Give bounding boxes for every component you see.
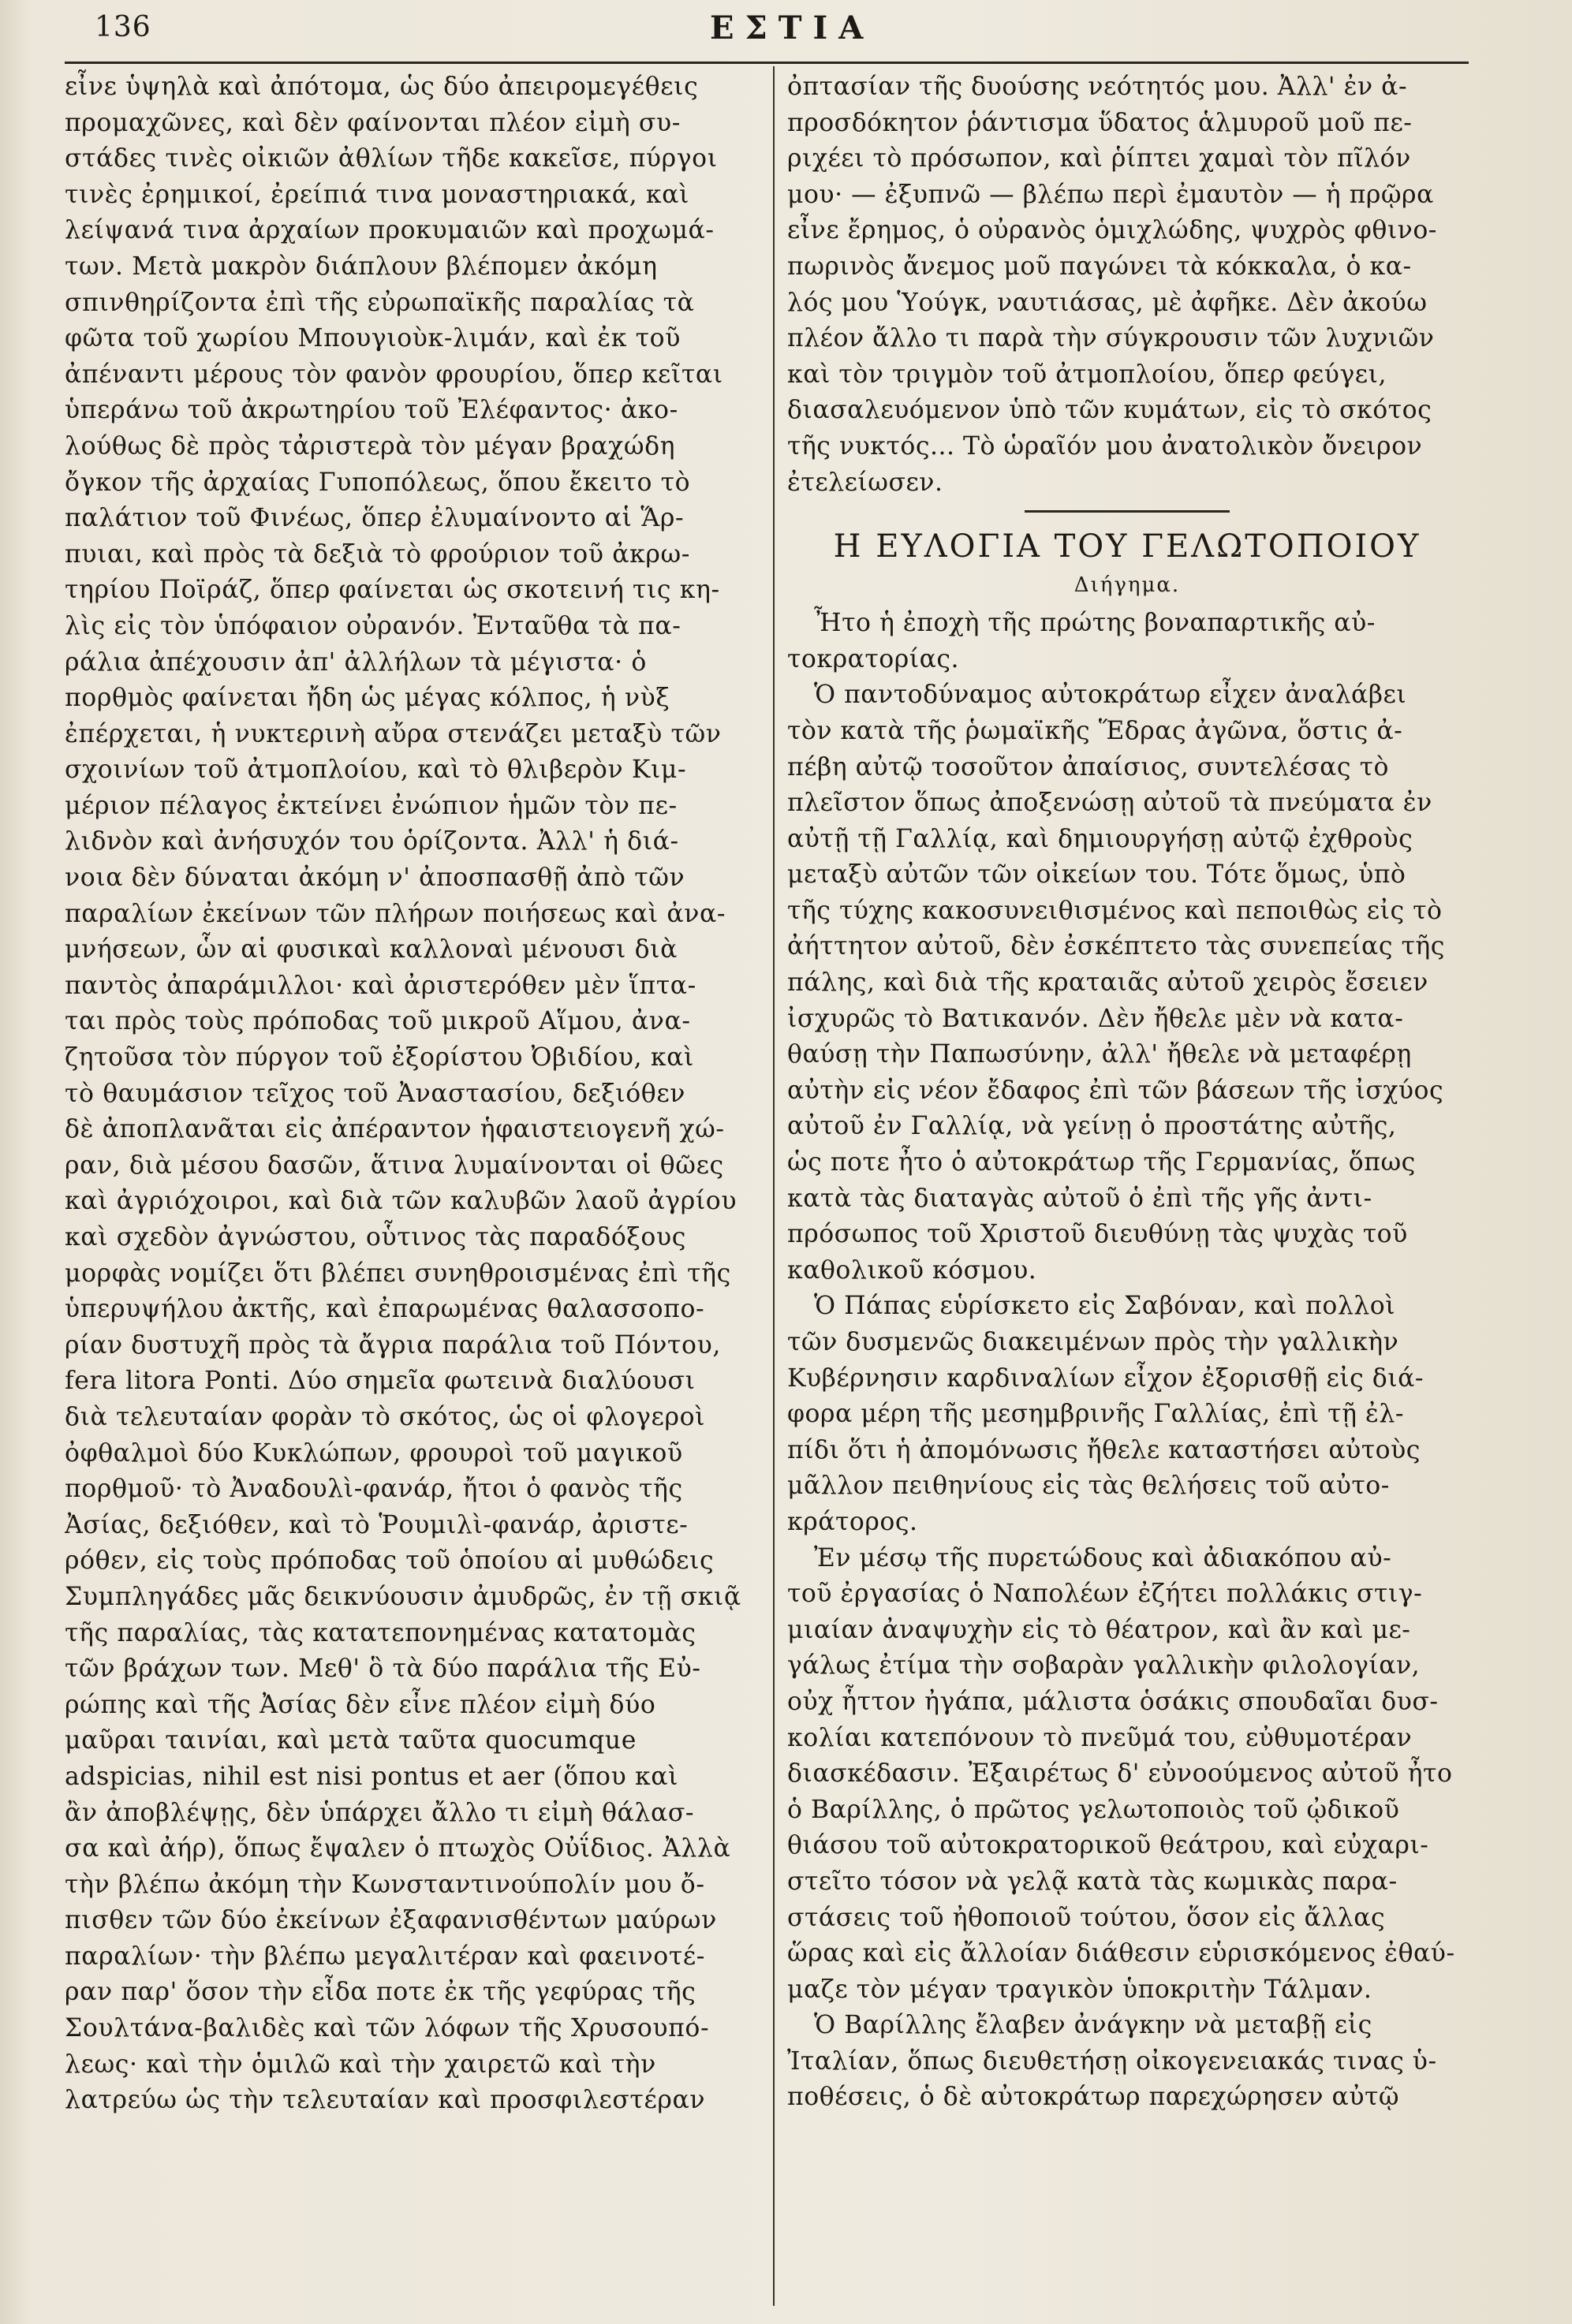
text-line: κατὰ τὰς διαταγὰς αὐτοῦ ὁ ἐπὶ τῆς γῆς ἀντι- xyxy=(787,1184,1372,1213)
story-title: Η ΕΥΛΟΓΙΑ ΤΟΥ ΓΕΛΩΤΟΠΟΙΟΥ xyxy=(833,528,1421,565)
text-line: οὐχ ἧττον ἠγάπα, μάλιστα ὁσάκις σπουδαῖαι δυσ- xyxy=(787,1687,1439,1716)
text-line: κολίαι κατεπόνουν τὸ πνεῦμά του, εὐθυμοτέραν xyxy=(787,1723,1413,1752)
text-line: ὑπεράνω τοῦ ἀκρωτηρίου τοῦ Ἐλέφαντος· ἀκο- xyxy=(65,396,678,425)
text-line: τὸ θαυμάσιον τεῖχος τοῦ Ἀναστασίου, δεξιόθεν xyxy=(65,1079,686,1108)
text-line: πορθμοῦ· τὸ Ἀναδουλὶ-φανάρ, ἤτοι ὁ φανὸς τῆς xyxy=(65,1475,683,1504)
text-line: λατρεύω ὡς τὴν τελευταίαν καὶ προσφιλεστέραν xyxy=(65,2086,706,2115)
text-line: φορα μέρη τῆς μεσημβρινῆς Γαλλίας, ἐπὶ τῇ ἐλ- xyxy=(787,1400,1405,1429)
text-line: προσδόκητον ῥάντισμα ὕδατος ἁλμυροῦ μοῦ πε- xyxy=(787,108,1413,137)
text-line: σα καὶ ἀήρ), ὅπως ἔψαλεν ὁ πτωχὸς Οὐΐδιος. Ἀλλὰ xyxy=(65,1834,731,1863)
text-line: ὡς ποτε ἦτο ὁ αὐτοκράτωρ τῆς Γερμανίας, ὅπως xyxy=(787,1148,1416,1177)
text-line: στάσεις τοῦ ἠθοποιοῦ τούτου, ὅσον εἰς ἄλλας xyxy=(787,1903,1386,1932)
text-line: διασκέδασιν. Ἐξαιρέτως δ' εὐνοούμενος αὐτοῦ ἦτο xyxy=(787,1759,1453,1789)
text-line: παραλίων ἐκείνων τῶν πλήρων ποιήσεως καὶ ἀνα- xyxy=(65,899,726,928)
right-column xyxy=(787,69,1467,2309)
text-line: πορθμὸς φαίνεται ἤδη ὡς μέγας κόλπος, ἡ νὺξ xyxy=(65,684,670,713)
text-line: κράτορος. xyxy=(787,1507,918,1536)
text-line: δὲ ἀποπλανᾶται εἰς ἀπέραντον ἡφαιστειογενῆ χώ- xyxy=(65,1115,725,1144)
text-line: τῶν δυσμενῶς διακειμένων πρὸς τὴν γαλλικὴν xyxy=(787,1328,1399,1356)
page-header xyxy=(63,5,1467,52)
text-line: πρόσωπος τοῦ Χριστοῦ διευθύνῃ τὰς ψυχὰς τοῦ xyxy=(787,1220,1408,1249)
text-line: σπινθηρίζοντα ἐπὶ τῆς εὐρωπαϊκῆς παραλίας τὰ xyxy=(65,288,695,317)
text-line: τοῦ ἐργασίας ὁ Ναπολέων ἐζήτει πολλάκις στιγ- xyxy=(787,1580,1423,1609)
text-line: τὸν κατὰ τῆς ῥωμαϊκῆς Ἕδρας ἀγῶνα, ὅστις ἀ- xyxy=(787,716,1403,745)
text-line: των. Μετὰ μακρὸν διάπλουν βλέπομεν ἀκόμη xyxy=(65,252,658,281)
text-line: μνήσεων, ὧν αἱ φυσικαὶ καλλοναὶ μένουσι διὰ xyxy=(65,935,678,964)
text-line: πέβη αὐτῷ τοσοῦτον ἀπαίσιος, συντελέσας τὸ xyxy=(787,752,1389,782)
text-line: εἶνε ὑψηλὰ καὶ ἀπότομα, ὡς δύο ἀπειρομεγέθεις xyxy=(65,73,699,101)
text-line: λεως· καὶ τὴν ὁμιλῶ καὶ τὴν χαιρετῶ καὶ τὴν xyxy=(65,2050,656,2079)
text-line: ἐτελείωσεν. xyxy=(787,468,943,497)
text-line: fera litora Ponti. Δύο σημεῖα φωτεινὰ διαλύουσι xyxy=(65,1367,696,1396)
text-line: μου· — ἐξυπνῶ — βλέπω περὶ ἐμαυτὸν — ἡ πρῷρα xyxy=(787,180,1434,209)
text-line: ὀφθαλμοὶ δύο Κυκλώπων, φρουροὶ τοῦ μαγικοῦ xyxy=(65,1438,683,1468)
text-line: ἀπέναντι μέρους τὸν φανὸν φρουρίου, ὅπερ κεῖται xyxy=(65,360,723,389)
text-line: τῆς παραλίας, τὰς κατατεπονημένας κατατομὰς xyxy=(65,1618,696,1647)
text-line: Ἰταλίαν, ὅπως διευθετήσῃ οἰκογενειακάς τινας ὑ- xyxy=(787,2046,1437,2076)
running-title: ΕΣΤΙΑ xyxy=(710,9,875,47)
text-line: adspicias, nihil est nisi pontus et aer (ὅπου καὶ xyxy=(65,1762,679,1791)
text-line: Ὁ Πάπας εὑρίσκετο εἰς Σαβόναν, καὶ πολλοὶ xyxy=(814,1292,1396,1321)
text-line: ποθέσεις, ὁ δὲ αὐτοκράτωρ παρεχώρησεν αὐτῷ xyxy=(787,2083,1400,2112)
text-line: ἐπέρχεται, ἡ νυκτερινὴ αὔρα στενάζει μεταξὺ τῶν xyxy=(65,719,722,748)
text-line: θαύσῃ τὴν Παπωσύνην, ἀλλ' ἤθελε νὰ μεταφέρῃ xyxy=(787,1040,1412,1069)
text-line: γάλως ἐτίμα τὴν σοβαρὰν γαλλικὴν φιλολογίαν, xyxy=(787,1651,1421,1681)
text-line: τῆς τύχης κακοσυνειθισμένος καὶ πεποιθὼς εἰς τὸ xyxy=(787,896,1443,925)
text-line: πίδι ὅτι ἡ ἀπομόνωσις ἤθελε καταστήσει αὐτοὺς xyxy=(787,1435,1421,1464)
text-line: μᾶλλον πειθηνίους εἰς τὰς θελήσεις τοῦ αὐτο- xyxy=(787,1472,1390,1501)
text-line: ἀήττητον αὐτοῦ, δὲν ἐσκέπτετο τὰς συνεπείας τῆς xyxy=(787,932,1445,961)
text-line: μέριον πέλαγος ἐκτείνει ἐνώπιον ἡμῶν τὸν πε- xyxy=(65,791,678,820)
column-divider xyxy=(773,66,775,2306)
text-line: αὐτὴν εἰς νέον ἔδαφος ἐπὶ τῶν βάσεων τῆς ἰσχύος xyxy=(787,1076,1444,1105)
text-line: λείψανά τινα ἀρχαίων προκυμαιῶν καὶ προχωμά- xyxy=(65,216,715,245)
text-line: στεῖτο τόσον νὰ γελᾷ κατὰ τὰς κωμικὰς παρα- xyxy=(787,1867,1398,1896)
text-line: πυιαι, καὶ πρὸς τὰ δεξιὰ τὸ φρούριον τοῦ ἀκρω- xyxy=(65,539,691,569)
page-number: 136 xyxy=(95,11,151,43)
text-line: ριχέει τὸ πρόσωπον, καὶ ῥίπτει χαμαὶ τὸν πῖλόν xyxy=(787,144,1411,173)
text-line: ὄγκον τῆς ἀρχαίας Γυποπόλεως, ὅπου ἔκειτο τὸ xyxy=(65,468,691,497)
story-subtitle: Διήγημα. xyxy=(1074,573,1181,598)
text-line: νοια δὲν δύναται ἀκόμη ν' ἀποσπασθῇ ἀπὸ τῶν xyxy=(65,864,685,893)
text-line: λούθως δὲ πρὸς τἀριστερὰ τὸν μέγαν βραχώδη xyxy=(65,431,676,461)
text-line: πλέον ἄλλο τι παρὰ τὴν σύγκρουσιν τῶν λυχνιῶν xyxy=(787,324,1435,353)
text-line: πισθεν τῶν δύο ἐκείνων ἐξαφανισθέντων μαύρων xyxy=(65,1906,717,1935)
text-line: καθολικοῦ κόσμου. xyxy=(787,1255,1037,1285)
text-line: ὥρας καὶ εἰς ἄλλοίαν διάθεσιν εὑρισκόμενος ἐθαύ- xyxy=(787,1939,1455,1968)
text-line: τηρίου Ποϊράζ, ὅπερ φαίνεται ὡς σκοτεινή τις κη- xyxy=(65,576,720,605)
story-body xyxy=(787,606,1467,2116)
story-separator-rule xyxy=(1025,510,1230,513)
text-line: μεταξὺ αὐτῶν τῶν οἰκείων του. Τότε ὅμως, ὑπὸ xyxy=(787,860,1406,890)
text-line: μορφὰς νομίζει ὅτι βλέπει συνηθροισμένας ἐπὶ τῆς xyxy=(65,1259,731,1288)
text-line: Σουλτάνα-βαλιδὲς καὶ τῶν λόφων τῆς Χρυσουπό- xyxy=(65,2014,710,2043)
text-line: Ἀσίας, δεξιόθεν, καὶ τὸ Ῥουμιλὶ-φανάρ, ἀριστε- xyxy=(65,1510,689,1539)
text-line: μιαίαν ἀναψυχὴν εἰς τὸ θέατρον, καὶ ἂν καὶ με- xyxy=(787,1615,1411,1644)
text-line: παραλίων· τὴν βλέπω μεγαλιτέραν καὶ φαεινοτέ- xyxy=(65,1942,706,1971)
text-line: διὰ τελευταίαν φορὰν τὸ σκότος, ὡς οἱ φλογεροὶ xyxy=(65,1402,706,1431)
text-line: λιδνὸν καὶ ἀνήσυχόν του ὁρίζοντα. Ἀλλ' ἡ διά- xyxy=(65,827,679,856)
text-line: πωρινὸς ἄνεμος μοῦ παγώνει τὰ κόκκαλα, ὁ κα- xyxy=(787,252,1412,281)
text-line: τῆς νυκτός... Τὸ ὡραῖόν μου ἀνατολικὸν ὄνειρον xyxy=(787,431,1423,461)
text-line: ὑπερυψήλου ἀκτῆς, καὶ ἐπαρωμένας θαλασσοπο- xyxy=(65,1295,705,1324)
text-line: παντὸς ἀπαράμιλλοι· καὶ ἀριστερόθεν μὲν ἵπτα- xyxy=(65,971,696,1000)
text-line: Συμπληγάδες μᾶς δεικνύουσιν ἀμυδρῶς, ἐν τῇ σκιᾷ xyxy=(65,1582,741,1611)
text-line: διασαλευόμενον ὑπὸ τῶν κυμάτων, εἰς τὸ σκότος xyxy=(787,396,1432,425)
left-column xyxy=(65,69,759,2309)
text-line: λός μου Ὑούγκ, ναυτιάσας, μὲ ἀφῆκε. Δὲν ἀκούω xyxy=(787,288,1428,317)
text-line: ράλια ἀπέχουσιν ἀπ' ἀλλήλων τὰ μέγιστα· ὁ xyxy=(65,647,647,677)
text-line: ἰσχυρῶς τὸ Βατικανόν. Δὲν ἤθελε μὲν νὰ κατα- xyxy=(787,1004,1404,1033)
text-line: παλάτιον τοῦ Φινέως, ὅπερ ἐλυμαίνοντο αἱ Ἅρ- xyxy=(65,504,685,533)
text-line: καὶ σχεδὸν ἀγνώστου, οὗτινος τὰς παραδόξους xyxy=(65,1223,686,1252)
text-line: πάλης, καὶ διὰ τῆς κραταιᾶς αὐτοῦ χειρὸς ἔσειεν xyxy=(787,968,1428,998)
text-line: τοκρατορίας. xyxy=(787,644,960,673)
text-line: Ὁ Βαρίλλης ἔλαβεν ἀνάγκην νὰ μεταβῇ εἰς xyxy=(814,2011,1372,2040)
header-rule xyxy=(65,62,1469,64)
text-line: ζητοῦσα τὸν πύργον τοῦ ἐξορίστου Ὀβιδίου, καὶ xyxy=(65,1043,694,1072)
text-line: Ἦτο ἡ ἐποχὴ τῆς πρώτης βοναπαρτικῆς αὐ- xyxy=(814,609,1376,638)
text-line: τὴν βλέπω ἀκόμη τὴν Κωνσταντινούπολίν μου ὄ- xyxy=(65,1870,705,1899)
text-line: θιάσου τοῦ αὐτοκρατορικοῦ θεάτρου, καὶ εὐχαρι- xyxy=(787,1831,1429,1860)
text-line: αὐτοῦ ἐν Γαλλίᾳ, νὰ γείνῃ ὁ προστάτης αὐτῆς, xyxy=(787,1112,1397,1141)
text-line: καὶ ἀγριόχοιροι, καὶ διὰ τῶν καλυβῶν λαοῦ ἀγρίου xyxy=(65,1187,737,1216)
text-line: ὀπτασίαν τῆς δυούσης νεότητός μου. Ἀλλ' ἐν ἀ- xyxy=(787,73,1408,101)
text-line: ραν παρ' ὅσον τὴν εἶδα ποτε ἐκ τῆς γεφύρας τῆς xyxy=(65,1978,696,2007)
text-line: Ἐν μέσῳ τῆς πυρετώδους καὶ ἀδιακόπου αὐ- xyxy=(814,1543,1392,1572)
text-line: ἂν ἀποβλέψῃς, δὲν ὑπάρχει ἄλλο τι εἰμὴ θάλασ- xyxy=(65,1798,695,1827)
text-line: τινὲς ἐρημικοί, ἐρείπιά τινα μοναστηριακά, καὶ xyxy=(65,180,689,209)
right-column-top-text xyxy=(787,69,1467,501)
text-line: αὐτῇ τῇ Γαλλίᾳ, καὶ δημιουργήσῃ αὐτῷ ἐχθροὺς xyxy=(787,824,1413,853)
text-line: Ὁ παντοδύναμος αὐτοκράτωρ εἶχεν ἀναλάβει xyxy=(814,681,1407,710)
text-line: ρόθεν, εἰς τοὺς πρόποδας τοῦ ὁποίου αἱ μυθώδεις xyxy=(65,1546,715,1576)
text-line: Κυβέρνησιν καρδιναλίων εἶχον ἐξορισθῇ εἰς διά- xyxy=(787,1363,1425,1393)
text-line: ὁ Βαρίλλης, ὁ πρῶτος γελωτοποιὸς τοῦ ᾠδικοῦ xyxy=(787,1795,1400,1824)
text-line: σχοινίων τοῦ ἀτμοπλοίου, καὶ τὸ θλιβερὸν Κιμ- xyxy=(65,755,687,785)
text-line: ρίαν δυστυχῆ πρὸς τὰ ἄγρια παράλια τοῦ Πόντου, xyxy=(65,1330,721,1360)
text-line: λὶς εἰς τὸν ὑπόφαιον οὐρανόν. Ἐνταῦθα τὰ πα- xyxy=(65,611,681,640)
text-line: μαῦραι ταινίαι, καὶ μετὰ ταῦτα quocumque xyxy=(65,1726,637,1755)
text-line: εἶνε ἔρημος, ὁ οὐρανὸς ὁμιχλώδης, ψυχρὸς φθινο- xyxy=(787,216,1437,245)
text-line: φῶτα τοῦ χωρίου Μπουγιοὺκ-λιμάν, καὶ ἐκ τοῦ xyxy=(65,324,681,353)
text-line: πλεῖστον ὅπως ἀποξενώσῃ αὐτοῦ τὰ πνεύματα ἐν xyxy=(787,789,1432,818)
text-line: μαζε τὸν μέγαν τραγικὸν ὑποκριτὴν Τάλμαν. xyxy=(787,1975,1372,2004)
text-line: ται πρὸς τοὺς πρόποδας τοῦ μικροῦ Αἵμου, ἀνα- xyxy=(65,1007,691,1036)
text-line: στάδες τινὲς οἰκιῶν ἀθλίων τῆδε κακεῖσε, πύργοι xyxy=(65,144,718,173)
text-line: προμαχῶνες, καὶ δὲν φαίνονται πλέον εἰμὴ συ- xyxy=(65,108,681,137)
text-line: τῶν βράχων των. Μεθ' ὃ τὰ δύο παράλια τῆς Εὐ- xyxy=(65,1654,701,1684)
text-line: ρώπης καὶ τῆς Ἀσίας δὲν εἶνε πλέον εἰμὴ δύο xyxy=(65,1690,656,1719)
text-line: ραν, διὰ μέσου δασῶν, ἅτινα λυμαίνονται οἱ θῶες xyxy=(65,1151,724,1180)
text-line: καὶ τὸν τριγμὸν τοῦ ἀτμοπλοίου, ὅπερ φεύγει, xyxy=(787,360,1387,389)
